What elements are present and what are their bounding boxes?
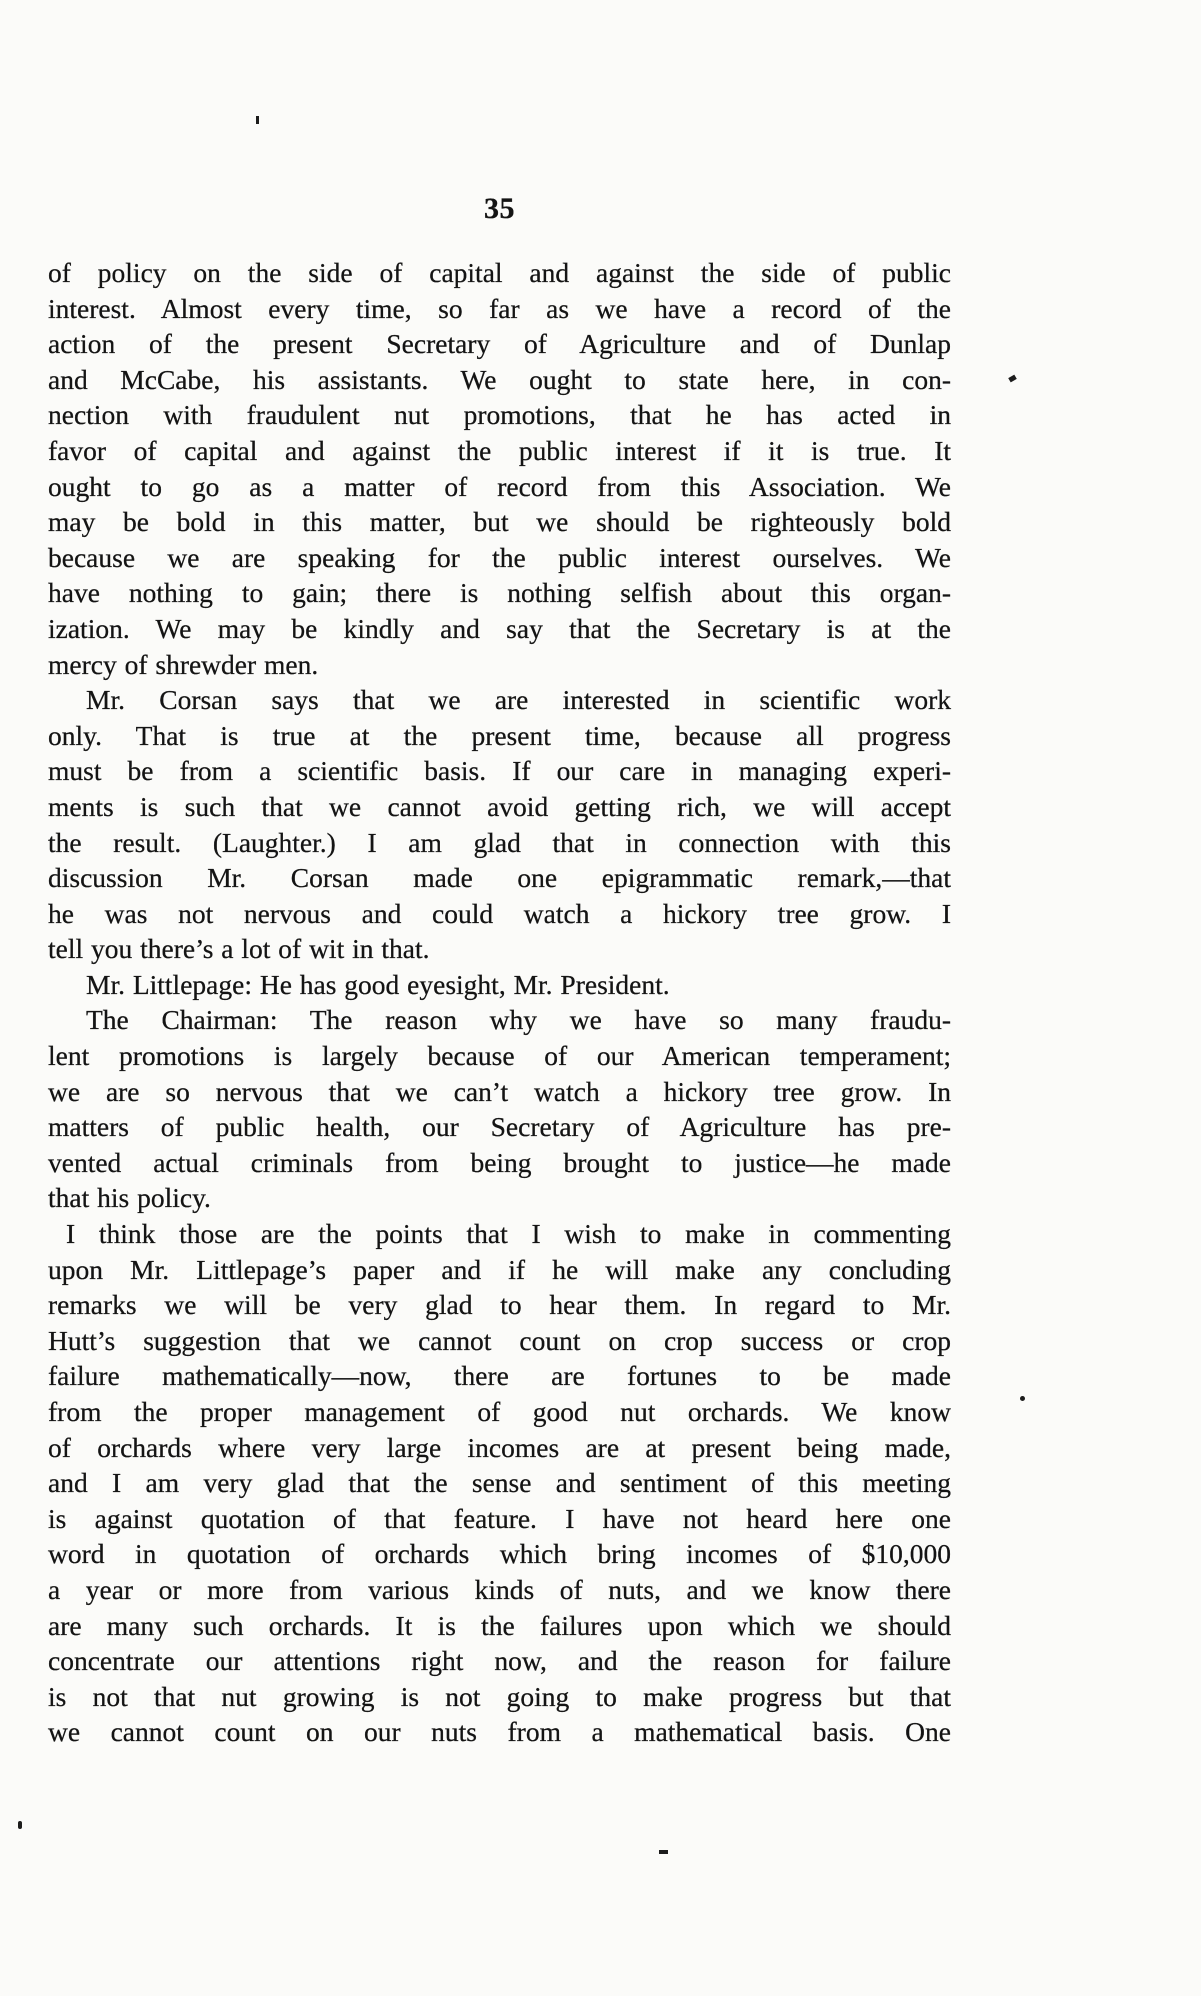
text-line: we are so nervous that we can’t watch a hickory tree grow. In bbox=[48, 1075, 951, 1107]
text-line: action of the present Secretary of Agriculture and of Dunlap bbox=[48, 328, 951, 360]
text-line: may be bold in this matter, but we should be righteously bold bbox=[48, 506, 951, 538]
paragraph-4 bbox=[48, 1002, 951, 1216]
text-line: vented actual criminals from being brought to justice—he made bbox=[48, 1146, 951, 1178]
text-line: that his policy. bbox=[48, 1182, 211, 1214]
scan-speck bbox=[256, 116, 259, 124]
scan-speck bbox=[18, 1821, 22, 1829]
text-line: have nothing to gain; there is nothing selfish about this organ- bbox=[48, 577, 951, 609]
text-line: a year or more from various kinds of nuts, and we know there bbox=[48, 1573, 951, 1605]
paragraph-5 bbox=[48, 1216, 951, 1750]
text-line: of policy on the side of capital and against the side of public bbox=[48, 257, 951, 288]
text-line: discussion Mr. Corsan made one epigrammatic remark,—that bbox=[48, 862, 951, 894]
text-line: concentrate our attentions right now, and the reason for failure bbox=[48, 1645, 951, 1677]
text-line: nection with fraudulent nut promotions, that he has acted in bbox=[48, 399, 951, 431]
text-line: and I am very glad that the sense and sentiment of this meeting bbox=[48, 1467, 951, 1499]
scan-speck bbox=[659, 1850, 668, 1854]
text-line: must be from a scientific basis. If our care in managing experi- bbox=[48, 755, 951, 787]
text-line: remarks we will be very glad to hear them. In regard to Mr. bbox=[48, 1289, 951, 1321]
text-line: ments is such that we cannot avoid getting rich, we will accept bbox=[48, 790, 951, 822]
text-line: is against quotation of that feature. I have not heard here one bbox=[48, 1502, 951, 1534]
text-line: he was not nervous and could watch a hickory tree grow. I bbox=[48, 897, 951, 929]
text-line: Hutt’s suggestion that we cannot count on crop success or crop bbox=[48, 1324, 951, 1356]
text-line: lent promotions is largely because of our American temperament; bbox=[48, 1040, 951, 1072]
text-line: The Chairman: The reason why we have so many fraudu- bbox=[86, 1004, 951, 1036]
text-line: word in quotation of orchards which bring incomes of $10,000 bbox=[48, 1538, 951, 1570]
text-line: matters of public health, our Secretary of Agriculture has pre- bbox=[48, 1111, 951, 1143]
text-line: only. That is true at the present time, because all progress bbox=[48, 719, 951, 751]
text-line: I think those are the points that I wish to make in commenting bbox=[66, 1218, 951, 1250]
text-line: mercy of shrewder men. bbox=[48, 648, 319, 680]
text-line: upon Mr. Littlepage’s paper and if he will make any concluding bbox=[48, 1253, 951, 1285]
text-line: failure mathematically—now, there are fortunes to be made bbox=[48, 1360, 951, 1392]
paragraph-2 bbox=[48, 682, 951, 967]
text-line: the result. (Laughter.) I am glad that in connection with this bbox=[48, 826, 951, 858]
page-text bbox=[48, 255, 951, 1750]
text-line: Mr. Corsan says that we are interested in scientific work bbox=[86, 684, 951, 716]
text-line: and McCabe, his assistants. We ought to state here, in con- bbox=[48, 363, 951, 395]
text-line: Mr. Littlepage: He has good eyesight, Mr. President. bbox=[86, 968, 670, 1000]
text-line: from the proper management of good nut orchards. We know bbox=[48, 1396, 951, 1427]
scan-speck bbox=[1020, 1396, 1025, 1401]
paragraph-3 bbox=[48, 967, 951, 1003]
text-line: because we are speaking for the public interest ourselves. We bbox=[48, 541, 951, 573]
text-line: are many such orchards. It is the failures upon which we should bbox=[48, 1609, 951, 1641]
text-line: ought to go as a matter of record from this Association. We bbox=[48, 470, 951, 502]
text-line: of orchards where very large incomes are at present being made, bbox=[48, 1431, 951, 1463]
text-line: interest. Almost every time, so far as we have a record of the bbox=[48, 292, 951, 324]
scan-speck bbox=[1008, 375, 1017, 383]
paragraph-1 bbox=[48, 255, 951, 682]
text-line: is not that nut growing is not going to make progress but that bbox=[48, 1680, 951, 1712]
text-line: tell you there’s a lot of wit in that. bbox=[48, 933, 430, 965]
text-line: favor of capital and against the public interest if it is true. It bbox=[48, 434, 951, 466]
page-number: 35 bbox=[484, 192, 515, 225]
text-line: we cannot count on our nuts from a mathematical basis. One bbox=[48, 1716, 951, 1748]
text-line: ization. We may be kindly and say that the Secretary is at the bbox=[48, 612, 951, 644]
